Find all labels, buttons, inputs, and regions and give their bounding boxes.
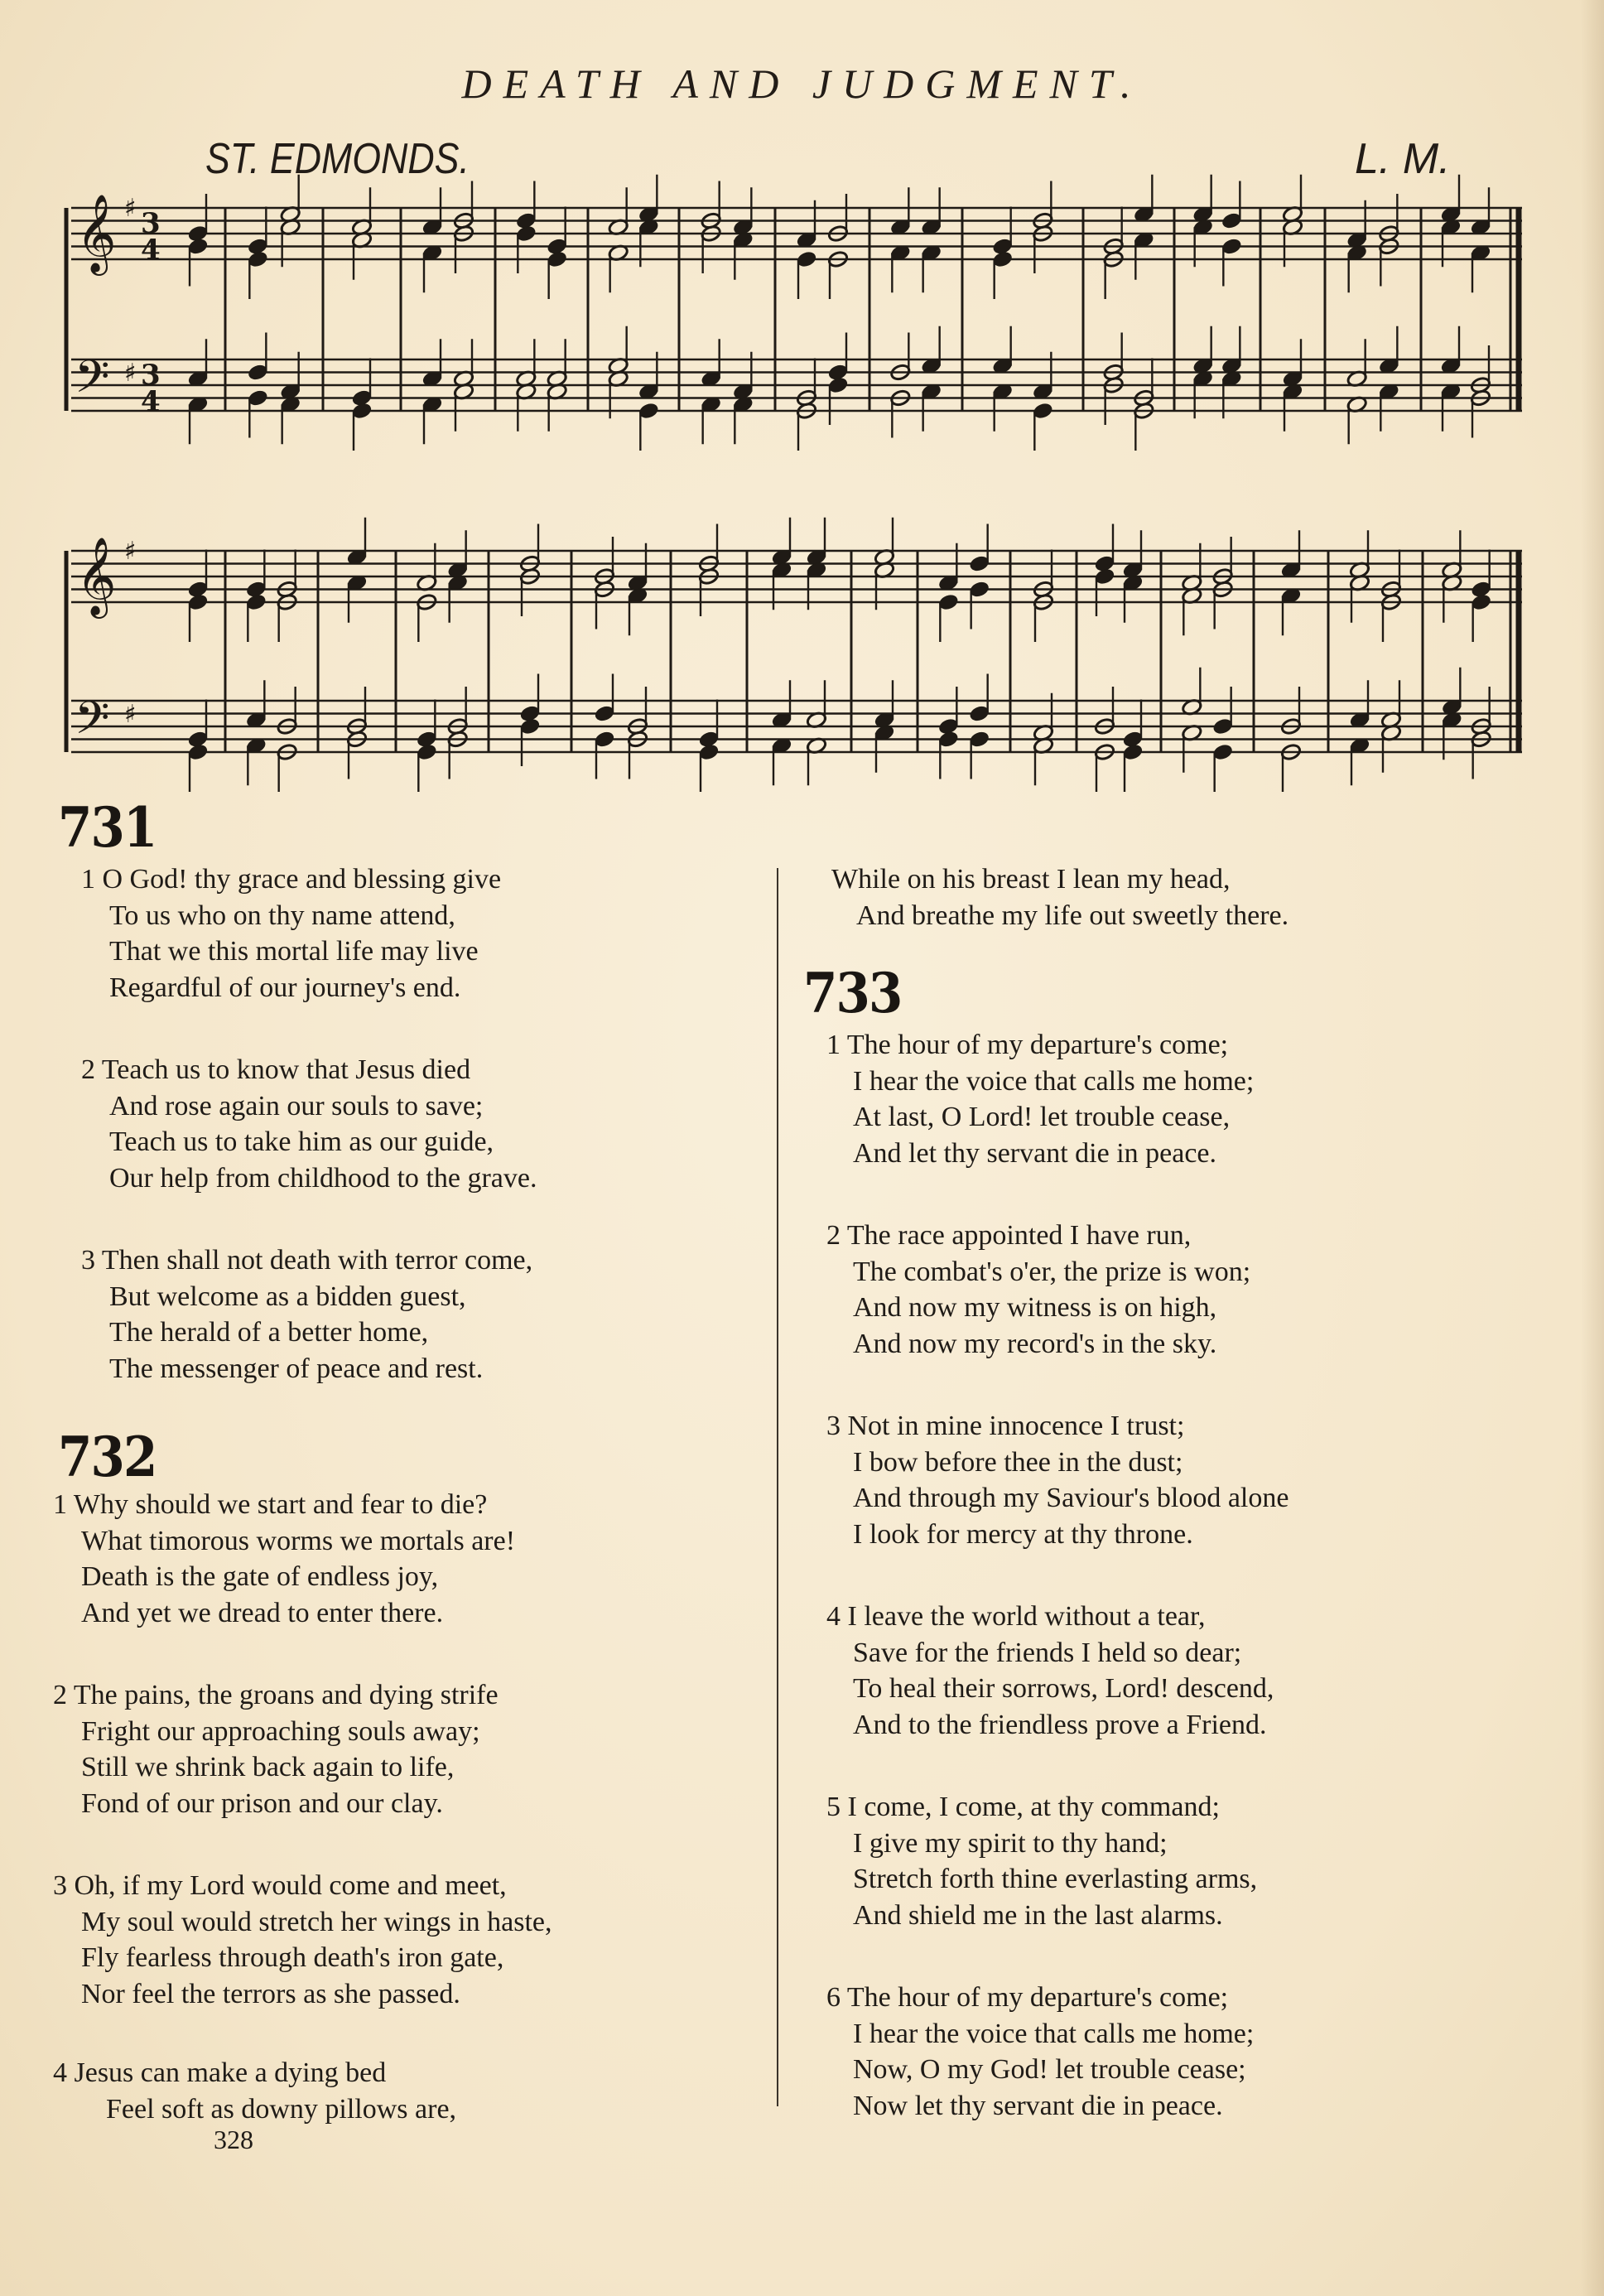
quarter-note (187, 593, 209, 642)
half-note (519, 567, 541, 616)
quarter-note (351, 402, 373, 451)
half-note (453, 339, 474, 388)
hymn-line: 1 Why should we start and fear to die? (53, 1489, 488, 1520)
quarter-note (969, 580, 990, 629)
half-note (1181, 668, 1202, 716)
half-note (1349, 574, 1370, 623)
hymn-line: 3 Then shall not death with terror come, (81, 1245, 533, 1276)
half-note (1094, 743, 1115, 792)
quarter-note (416, 700, 437, 749)
half-note (1471, 730, 1492, 779)
half-note (1349, 530, 1370, 579)
quarter-note (937, 730, 959, 779)
hymn-line: Fond of our prison and our clay. (81, 1787, 443, 1819)
time-signature-numerator: 3 (141, 207, 161, 240)
quarter-note (1470, 187, 1491, 236)
half-note (627, 730, 648, 779)
quarter-note (187, 743, 209, 792)
half-note (416, 593, 437, 642)
quarter-note (627, 586, 648, 635)
hymn-line: 2 Teach us to know that Jesus died (81, 1054, 471, 1085)
quarter-note (796, 250, 817, 299)
svg-text:𝄞: 𝄞 (76, 194, 117, 273)
half-note (1033, 550, 1054, 599)
quarter-note (889, 244, 911, 292)
hymn-line: And rose again our souls to save; (109, 1090, 484, 1121)
bass-clef (75, 350, 109, 414)
hymn-line: I give my spirit to thy hand; (853, 1827, 1168, 1859)
hymn-line: 2 The pains, the groans and dying strife (53, 1680, 499, 1710)
hymn-line: Teach us to take him as our guide, (109, 1126, 494, 1157)
quarter-note (874, 680, 895, 729)
quarter-note (416, 743, 437, 792)
treble-clef (76, 537, 116, 619)
quarter-note (1094, 524, 1115, 573)
half-note (1094, 687, 1115, 736)
quarter-note (547, 250, 568, 299)
quarter-note (1032, 402, 1053, 451)
quarter-note (1221, 326, 1242, 375)
half-note (698, 567, 720, 616)
hymn-line: I bow before thee in the dust; (853, 1446, 1183, 1478)
quarter-note (771, 736, 792, 785)
half-note (1033, 736, 1054, 785)
hymn-line: Our help from childhood to the grave. (109, 1162, 537, 1194)
hymn-line: To heal their sorrows, Lord! descend, (853, 1673, 1274, 1704)
half-note (608, 244, 629, 292)
quarter-note (992, 250, 1014, 299)
half-note (827, 250, 849, 299)
quarter-note (1471, 550, 1492, 599)
quarter-note (515, 224, 537, 273)
quarter-note (1440, 326, 1462, 375)
half-note (519, 524, 541, 573)
quarter-note (187, 395, 209, 444)
quarter-note (247, 333, 268, 382)
svg-text:𝄞: 𝄞 (76, 537, 117, 615)
half-note (608, 187, 629, 236)
half-note (796, 402, 817, 451)
quarter-note (1470, 244, 1491, 292)
quarter-note (247, 388, 268, 437)
quarter-note (732, 231, 754, 280)
hymn-line: 4 Jesus can make a dying bed (53, 2057, 387, 2088)
quarter-note (638, 402, 659, 451)
half-note (1470, 345, 1491, 394)
half-note (1378, 194, 1399, 243)
half-note (1380, 550, 1402, 599)
hymn-line: I look for mercy at thy throne. (853, 1518, 1193, 1550)
quarter-note (346, 518, 368, 567)
half-note (515, 383, 537, 432)
quarter-note (969, 524, 990, 573)
half-note (594, 537, 615, 586)
quarter-note (247, 250, 268, 299)
hymn-line: And yet we dread to enter there. (81, 1597, 444, 1628)
quarter-note (519, 674, 541, 723)
half-note (796, 359, 817, 408)
half-note (1280, 743, 1302, 792)
hymn-line: My soul would stretch her wings in haste, (81, 1906, 552, 1937)
quarter-note (701, 395, 722, 444)
quarter-note (421, 395, 443, 444)
quarter-note (771, 680, 792, 729)
half-note (1103, 207, 1125, 256)
half-note (453, 181, 474, 230)
hymn-line: Now, O my God! let trouble cease; (853, 2054, 1246, 2085)
quarter-note (1441, 668, 1462, 716)
quarter-note (1192, 326, 1214, 375)
hymn-line: And let thy servant die in peace. (853, 1137, 1217, 1169)
hymn-line: 4 I leave the world without a tear, (826, 1601, 1206, 1632)
hymn-line: Now let thy servant die in peace. (853, 2090, 1223, 2121)
svg-text:𝄢: 𝄢 (75, 350, 110, 414)
quarter-note (245, 680, 267, 729)
half-note (277, 687, 298, 736)
quarter-note (874, 724, 895, 773)
hymn-line: And now my witness is on high, (853, 1292, 1217, 1323)
quarter-note (187, 194, 209, 243)
half-note (1470, 388, 1491, 437)
hymn-line: And shield me in the last alarms. (853, 1899, 1223, 1931)
half-note (280, 175, 301, 224)
quarter-note (245, 736, 267, 785)
quarter-note (771, 518, 792, 567)
hymn-number: 731 (58, 795, 157, 860)
half-note (447, 730, 469, 779)
hymn-line: 3 Not in mine innocence I trust; (826, 1411, 1185, 1441)
hymn-line: I hear the voice that calls me home; (853, 2018, 1255, 2049)
hymn-line: Nor feel the terrors as she passed. (81, 1978, 460, 2009)
quarter-note (1346, 244, 1368, 292)
time-signature-denominator: 4 (141, 234, 161, 267)
quarter-note (247, 207, 268, 256)
hymn-line: And now my record's in the sky. (853, 1328, 1217, 1359)
quarter-note (1133, 175, 1154, 224)
quarter-note (187, 550, 209, 599)
half-note (701, 224, 722, 273)
hymn-line: 5 I come, I come, at thy command; (826, 1792, 1220, 1822)
quarter-note (1378, 326, 1399, 375)
hymn-line: Fright our approaching souls away; (81, 1715, 480, 1747)
hymn-line: The combat's o'er, the prize is won; (853, 1256, 1251, 1287)
quarter-note (937, 687, 959, 736)
hymn-line: The herald of a better home, (109, 1317, 429, 1348)
bass-clef (75, 692, 109, 755)
quarter-note (245, 593, 267, 642)
quarter-note (992, 326, 1014, 375)
hymn-line: The messenger of peace and rest. (109, 1353, 484, 1384)
half-note (698, 524, 720, 573)
half-note (701, 181, 722, 230)
time-signature-numerator: 3 (141, 359, 161, 392)
page-number: 328 (214, 2125, 253, 2154)
quarter-note (447, 574, 469, 623)
quarter-note (806, 518, 827, 567)
quarter-note (827, 333, 849, 382)
sharp-sign: ♯ (124, 359, 137, 388)
half-note (447, 687, 469, 736)
quarter-note (280, 395, 301, 444)
hymn-line: 6 The hour of my departure's come; (826, 1982, 1229, 2013)
half-note (1103, 333, 1125, 382)
half-note (277, 743, 298, 792)
half-note (1280, 687, 1302, 736)
quarter-note (1349, 680, 1370, 729)
meter-label: L. M. (1355, 135, 1451, 183)
half-note (453, 224, 474, 273)
quarter-note (1280, 586, 1302, 635)
half-note (1346, 339, 1368, 388)
half-note (1133, 402, 1154, 451)
half-note (453, 383, 474, 432)
quarter-note (245, 550, 267, 599)
half-note (889, 333, 911, 382)
half-note (874, 518, 895, 567)
quarter-note (1122, 530, 1144, 579)
quarter-note (701, 339, 722, 388)
half-note (1103, 376, 1125, 425)
half-note (351, 231, 373, 280)
quarter-note (187, 237, 209, 286)
quarter-note (1282, 383, 1303, 432)
half-note (547, 339, 568, 388)
sharp-sign: ♯ (124, 194, 137, 223)
quarter-note (1440, 175, 1462, 224)
half-note (277, 550, 298, 599)
half-note (1380, 724, 1402, 773)
quarter-note (594, 674, 615, 723)
quarter-note (969, 730, 990, 779)
quarter-note (921, 383, 942, 432)
quarter-note (1280, 530, 1302, 579)
hymn-number: 733 (803, 961, 902, 1025)
hymn-line: To us who on thy name attend, (109, 900, 455, 931)
hymn-line: Feel soft as downy pillows are, (106, 2094, 457, 2125)
music-score (0, 0, 1604, 828)
half-note (1346, 395, 1368, 444)
quarter-note (732, 187, 754, 236)
half-note (1133, 359, 1154, 408)
half-note (1380, 680, 1402, 729)
quarter-note (547, 207, 568, 256)
tune-name: ST. EDMONDS. (205, 135, 470, 183)
quarter-note (1122, 743, 1144, 792)
half-note (547, 383, 568, 432)
quarter-note (698, 700, 720, 749)
quarter-note (921, 187, 942, 236)
quarter-note (187, 339, 209, 388)
half-note (1032, 181, 1053, 230)
quarter-note (921, 326, 942, 375)
hymn-line: But welcome as a bidden guest, (109, 1281, 466, 1312)
hymn-line: 1 O God! thy grace and blessing give (81, 864, 502, 895)
half-note (1103, 250, 1125, 299)
quarter-note (594, 730, 615, 779)
quarter-note (1212, 743, 1234, 792)
half-note (608, 326, 629, 375)
half-note (1212, 537, 1234, 586)
quarter-note (346, 574, 368, 623)
hymn-line: Stretch forth thine everlasting arms, (853, 1864, 1258, 1894)
half-note (827, 194, 849, 243)
quarter-note (921, 244, 942, 292)
quarter-note (1133, 231, 1154, 280)
quarter-note (421, 187, 443, 236)
half-note (1380, 593, 1402, 642)
hymn-line: Death is the gate of endless joy, (81, 1561, 439, 1592)
quarter-note (1221, 181, 1242, 230)
hymn-line: That we this mortal life may live (109, 936, 479, 967)
quarter-note (1122, 574, 1144, 623)
quarter-note (937, 593, 959, 642)
half-note (515, 339, 537, 388)
half-note (346, 730, 368, 779)
section-title: DEATH AND JUDGMENT. (461, 60, 1143, 107)
hymn-line: And to the friendless prove a Friend. (853, 1709, 1267, 1740)
quarter-note (421, 339, 443, 388)
half-note (346, 687, 368, 736)
hymn-line: And through my Saviour's blood alone (853, 1483, 1289, 1513)
half-note (806, 680, 827, 729)
half-note (1441, 530, 1462, 579)
quarter-note (1221, 237, 1242, 286)
quarter-note (732, 395, 754, 444)
quarter-note (1212, 687, 1234, 736)
treble-clef (76, 194, 116, 276)
half-note (277, 593, 298, 642)
half-note (1181, 586, 1202, 635)
half-note (1441, 574, 1462, 623)
quarter-note (421, 244, 443, 292)
hymn-number: 732 (58, 1425, 157, 1489)
quarter-note (1094, 567, 1115, 616)
hymn-line: 2 The race appointed I have run, (826, 1220, 1192, 1251)
half-note (806, 736, 827, 785)
half-note (594, 580, 615, 629)
hymn-line: While on his breast I lean my head, (831, 864, 1231, 895)
hymn-line: Save for the friends I held so dear; (853, 1637, 1242, 1668)
sharp-sign: ♯ (124, 537, 137, 566)
quarter-note (351, 359, 373, 408)
quarter-note (1122, 700, 1144, 749)
half-note (627, 687, 648, 736)
quarter-note (515, 181, 537, 230)
quarter-note (992, 383, 1014, 432)
svg-text:𝄢: 𝄢 (75, 692, 110, 755)
quarter-note (1471, 593, 1492, 642)
half-note (351, 187, 373, 236)
quarter-note (827, 376, 849, 425)
quarter-note (1282, 339, 1303, 388)
hymn-line: What timorous worms we mortals are! (81, 1525, 516, 1556)
quarter-note (698, 743, 720, 792)
quarter-note (1378, 383, 1399, 432)
quarter-note (1349, 736, 1370, 785)
column-divider (777, 868, 778, 2106)
hymn-line: And breathe my life out sweetly there. (856, 900, 1289, 931)
half-note (1212, 580, 1234, 629)
hymn-line: I hear the voice that calls me home; (853, 1065, 1255, 1097)
quarter-note (638, 175, 659, 224)
sharp-sign: ♯ (124, 700, 137, 729)
half-note (1033, 593, 1054, 642)
quarter-note (1192, 175, 1214, 224)
quarter-note (187, 700, 209, 749)
hymn-line: Fly fearless through death's iron gate, (81, 1942, 504, 1973)
quarter-note (519, 717, 541, 766)
hymn-line: Still we shrink back again to life, (81, 1752, 455, 1782)
quarter-note (1440, 383, 1462, 432)
half-note (889, 388, 911, 437)
hymn-line: At last, O Lord! let trouble cease, (853, 1102, 1231, 1132)
half-note (1471, 687, 1492, 736)
half-note (1032, 224, 1053, 273)
quarter-note (992, 207, 1014, 256)
quarter-note (889, 187, 911, 236)
half-note (1282, 175, 1303, 224)
half-note (1378, 237, 1399, 286)
half-note (1181, 724, 1202, 773)
quarter-note (969, 674, 990, 723)
quarter-note (447, 530, 469, 579)
hymn-line: 1 The hour of my departure's come; (826, 1030, 1229, 1060)
time-signature-denominator: 4 (141, 385, 161, 418)
hymn-line: 3 Oh, if my Lord would come and meet, (53, 1870, 507, 1901)
hymn-line: Regardful of our journey's end. (109, 972, 461, 1003)
